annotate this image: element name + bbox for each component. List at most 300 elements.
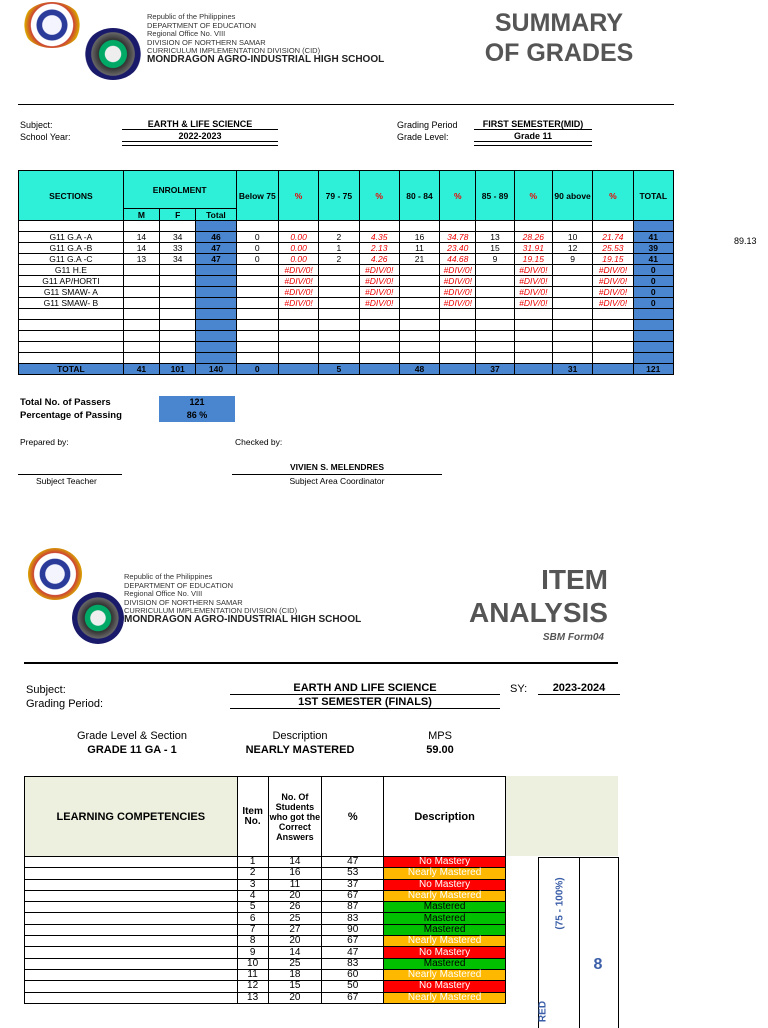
cell-below75 xyxy=(236,320,278,331)
cell-f: 34 xyxy=(160,254,196,265)
cell-m xyxy=(123,320,159,331)
header-rule xyxy=(18,104,674,105)
cell-pct-80-84 xyxy=(440,331,476,342)
school-seal-icon xyxy=(72,592,124,644)
cell-f xyxy=(160,287,196,298)
item-row xyxy=(25,857,506,868)
blank-row xyxy=(19,320,674,331)
ia-period-value: 1ST SEMESTER (FINALS) xyxy=(230,696,500,709)
count-box xyxy=(578,857,619,1028)
section-row xyxy=(19,254,674,265)
cell-competency xyxy=(25,857,238,868)
cell-pct-90-above xyxy=(593,342,633,353)
cell-pct-85-89: #DIV/0! xyxy=(514,287,552,298)
cell-total: 121 xyxy=(633,364,673,375)
cell-c85-89 xyxy=(476,353,514,364)
cell-below75: 0 xyxy=(236,254,278,265)
cell-item-no: 7 xyxy=(237,924,268,935)
cell-total: 41 xyxy=(633,232,673,243)
cell-c79-75: 5 xyxy=(319,364,359,375)
cell-pct-79-75: #DIV/0! xyxy=(359,287,399,298)
cell-below75: 0 xyxy=(236,243,278,254)
grade-underline xyxy=(474,145,592,146)
grade-section-value: GRADE 11 GA - 1 xyxy=(87,744,177,756)
cell-description: Mastered xyxy=(384,913,506,924)
cell-pct-90-above xyxy=(593,353,633,364)
cell-f xyxy=(160,331,196,342)
cell-c90-above: 12 xyxy=(552,243,592,254)
cell-below75 xyxy=(236,265,278,276)
cell-pct-85-89 xyxy=(514,309,552,320)
cell-competency xyxy=(25,890,238,901)
cell-description: Mastered xyxy=(384,902,506,913)
cell-f: 33 xyxy=(160,243,196,254)
cell-c79-75 xyxy=(319,298,359,309)
cell-pct-90-above: #DIV/0! xyxy=(593,287,633,298)
cell-section: G11 SMAW- B xyxy=(19,298,124,309)
cell-c85-89 xyxy=(476,287,514,298)
cell-pct-85-89 xyxy=(514,331,552,342)
ia-subject-label: Subject: xyxy=(26,684,66,696)
cell-pct-below75 xyxy=(278,221,318,232)
cell-m: 14 xyxy=(123,232,159,243)
cell-competency xyxy=(25,958,238,969)
cell-c85-89 xyxy=(476,331,514,342)
cell-below75 xyxy=(236,276,278,287)
cell-pct: 83 xyxy=(322,958,384,969)
cell-section: G11 G.A -C xyxy=(19,254,124,265)
cell-section xyxy=(19,353,124,364)
cell-pct-85-89 xyxy=(514,342,552,353)
cell-pct-85-89: #DIV/0! xyxy=(514,298,552,309)
cell-c85-89: 13 xyxy=(476,232,514,243)
cell-competency xyxy=(25,936,238,947)
cell-pct-below75 xyxy=(278,353,318,364)
cell-c79-75 xyxy=(319,276,359,287)
cell-pct-90-above: 25.53 xyxy=(593,243,633,254)
cell-correct: 20 xyxy=(268,936,322,947)
cell-c90-above xyxy=(552,331,592,342)
cell-pct-below75 xyxy=(278,331,318,342)
cell-c79-75 xyxy=(319,309,359,320)
side-label: RED xyxy=(537,1000,549,1023)
cell-m xyxy=(123,298,159,309)
cell-pct-85-89: #DIV/0! xyxy=(514,265,552,276)
blank-row xyxy=(19,221,674,232)
cell-correct: 14 xyxy=(268,857,322,868)
cell-c90-above xyxy=(552,342,592,353)
cell-pct-90-above xyxy=(593,364,633,375)
cell-c79-75: 1 xyxy=(319,243,359,254)
cell-pct: 37 xyxy=(322,879,384,890)
cell-pct-90-above: 21.74 xyxy=(593,232,633,243)
cell-description: Nearly Mastered xyxy=(384,936,506,947)
cell-pct-85-89 xyxy=(514,353,552,364)
teacher-line xyxy=(18,474,122,475)
cell-correct: 27 xyxy=(268,924,322,935)
range-label: (75 - 100%) xyxy=(554,877,566,930)
col-pct-5: % xyxy=(593,171,633,221)
cell-description: Nearly Mastered xyxy=(384,890,506,901)
col-pct-2: % xyxy=(359,171,399,221)
cell-correct: 14 xyxy=(268,947,322,958)
cell-f xyxy=(160,320,196,331)
prepared-label: Prepared by: xyxy=(20,437,69,447)
col-description: Description xyxy=(384,777,506,857)
grading-period-value: FIRST SEMESTER(MID) xyxy=(474,119,592,130)
cell-total-enrol xyxy=(196,320,236,331)
cell-pct-below75 xyxy=(278,364,318,375)
cell-pct-79-75 xyxy=(359,342,399,353)
cell-correct: 26 xyxy=(268,902,322,913)
cell-m xyxy=(123,342,159,353)
cell-c85-89 xyxy=(476,298,514,309)
cell-c90-above xyxy=(552,298,592,309)
grade-level-label: Grade Level: xyxy=(397,132,449,142)
cell-pct: 90 xyxy=(322,924,384,935)
item-row xyxy=(25,890,506,901)
cell-section xyxy=(19,331,124,342)
cell-f: 34 xyxy=(160,232,196,243)
coordinator-label: Subject Area Coordinator xyxy=(289,476,385,486)
cell-description: Mastered xyxy=(384,924,506,935)
cell-section: G11 H.E xyxy=(19,265,124,276)
cell-total-enrol xyxy=(196,265,236,276)
cell-m xyxy=(123,287,159,298)
header-fill-right xyxy=(506,776,618,856)
cell-correct: 11 xyxy=(268,879,322,890)
cell-section: TOTAL xyxy=(19,364,124,375)
col-pct-1: % xyxy=(278,171,318,221)
passing-value: 86 % xyxy=(159,409,235,422)
cell-c80-84 xyxy=(399,265,439,276)
cell-c80-84: 21 xyxy=(399,254,439,265)
col-pct-4: % xyxy=(514,171,552,221)
cell-competency xyxy=(25,924,238,935)
item-row xyxy=(25,936,506,947)
ia-sy-value: 2023-2024 xyxy=(538,682,620,695)
cell-pct: 83 xyxy=(322,913,384,924)
col-f: F xyxy=(160,209,196,221)
coordinator-line xyxy=(232,474,442,475)
cell-pct-80-84: 23.40 xyxy=(440,243,476,254)
cell-c85-89 xyxy=(476,265,514,276)
cell-correct: 15 xyxy=(268,981,322,992)
blank-row xyxy=(19,309,674,320)
cell-description: Nearly Mastered xyxy=(384,868,506,879)
cell-f: 101 xyxy=(160,364,196,375)
cell-c80-84 xyxy=(399,353,439,364)
cell-total xyxy=(633,353,673,364)
cell-f xyxy=(160,265,196,276)
cell-item-no: 1 xyxy=(237,857,268,868)
col-79-75: 79 - 75 xyxy=(319,171,359,221)
section-row xyxy=(19,265,674,276)
cell-item-no: 4 xyxy=(237,890,268,901)
cell-f xyxy=(160,276,196,287)
cell-description: Nearly Mastered xyxy=(384,969,506,980)
col-85-89: 85 - 89 xyxy=(476,171,514,221)
cell-below75: 0 xyxy=(236,232,278,243)
cell-c90-above xyxy=(552,320,592,331)
cell-pct-79-75: 2.13 xyxy=(359,243,399,254)
cell-correct: 25 xyxy=(268,958,322,969)
cell-total-enrol: 46 xyxy=(196,232,236,243)
cell-f xyxy=(160,342,196,353)
cell-c90-above xyxy=(552,265,592,276)
item-row xyxy=(25,913,506,924)
cell-pct-80-84 xyxy=(440,309,476,320)
cell-item-no: 9 xyxy=(237,947,268,958)
cell-c80-84 xyxy=(399,331,439,342)
col-competencies: LEARNING COMPETENCIES xyxy=(25,777,238,857)
cell-pct-85-89 xyxy=(514,221,552,232)
cell-section: G11 G.A -B xyxy=(19,243,124,254)
grade-level-value: Grade 11 xyxy=(474,131,592,142)
cell-c80-84 xyxy=(399,221,439,232)
cell-pct-79-75 xyxy=(359,221,399,232)
cell-c80-84 xyxy=(399,309,439,320)
ia-subject-value: EARTH AND LIFE SCIENCE xyxy=(230,682,500,695)
item-analysis-table xyxy=(24,776,506,1004)
cell-pct-90-above xyxy=(593,320,633,331)
cell-total: 0 xyxy=(633,287,673,298)
coordinator-name: VIVIEN S. MELENDRES xyxy=(290,462,384,472)
cell-section: G11 SMAW- A xyxy=(19,287,124,298)
cell-total: 0 xyxy=(633,276,673,287)
section-row xyxy=(19,243,674,254)
section-row xyxy=(19,287,674,298)
header-rule-2 xyxy=(24,662,618,664)
cell-pct-90-above: #DIV/0! xyxy=(593,298,633,309)
cell-total-enrol xyxy=(196,276,236,287)
cell-below75 xyxy=(236,287,278,298)
cell-pct: 50 xyxy=(322,981,384,992)
cell-item-no: 6 xyxy=(237,913,268,924)
cell-m xyxy=(123,331,159,342)
cell-c90-above xyxy=(552,276,592,287)
cell-competency xyxy=(25,969,238,980)
grades-table xyxy=(18,170,674,375)
col-80-84: 80 - 84 xyxy=(399,171,439,221)
cell-below75 xyxy=(236,221,278,232)
col-students: No. Of Students who got the Correct Answers xyxy=(268,777,322,857)
cell-pct: 87 xyxy=(322,902,384,913)
item-row xyxy=(25,902,506,913)
item-row xyxy=(25,981,506,992)
cell-c80-84: 16 xyxy=(399,232,439,243)
deped-seal-icon xyxy=(28,548,82,600)
cell-section xyxy=(19,309,124,320)
subject-label: Subject: xyxy=(20,120,53,130)
cell-pct-79-75 xyxy=(359,353,399,364)
cell-below75 xyxy=(236,331,278,342)
cell-competency xyxy=(25,913,238,924)
cell-pct-90-above: 19.15 xyxy=(593,254,633,265)
cell-competency xyxy=(25,868,238,879)
cell-c90-above: 31 xyxy=(552,364,592,375)
item-row xyxy=(25,958,506,969)
cell-total-enrol xyxy=(196,221,236,232)
cell-pct-below75 xyxy=(278,309,318,320)
blank-row xyxy=(19,331,674,342)
cell-item-no: 12 xyxy=(237,981,268,992)
cell-c79-75 xyxy=(319,331,359,342)
cell-total xyxy=(633,342,673,353)
cell-c79-75 xyxy=(319,287,359,298)
col-m: M xyxy=(123,209,159,221)
cell-f xyxy=(160,353,196,364)
cell-m xyxy=(123,276,159,287)
cell-pct-85-89: #DIV/0! xyxy=(514,276,552,287)
cell-c85-89 xyxy=(476,221,514,232)
cell-pct-below75: 0.00 xyxy=(278,254,318,265)
office-header: Republic of the Philippines DEPARTMENT OF EDUCATION Regional Office No. VIII DIVISION OF NORTHERN SAMAR CURRICULUM IMPLEMENTATION DIVISION (CID) MONDRAGON AGRO-INDUSTRIAL HIGH SCHOOL xyxy=(124,572,362,625)
cell-pct-80-84 xyxy=(440,320,476,331)
cell-pct-below75: 0.00 xyxy=(278,243,318,254)
cell-pct: 53 xyxy=(322,868,384,879)
mps-label: MPS xyxy=(428,730,452,742)
cell-correct: 20 xyxy=(268,992,322,1003)
cell-pct: 47 xyxy=(322,947,384,958)
cell-pct-85-89: 19.15 xyxy=(514,254,552,265)
cell-pct-85-89 xyxy=(514,320,552,331)
cell-pct-79-75 xyxy=(359,320,399,331)
description-label: Description xyxy=(272,730,328,742)
cell-item-no: 8 xyxy=(237,936,268,947)
school-seal-icon xyxy=(84,28,142,80)
cell-description: No Mastery xyxy=(384,857,506,868)
cell-c85-89 xyxy=(476,342,514,353)
cell-f xyxy=(160,298,196,309)
school-year-label: School Year: xyxy=(20,132,71,142)
cell-below75 xyxy=(236,342,278,353)
cell-pct-80-84: #DIV/0! xyxy=(440,287,476,298)
cell-description: Nearly Mastered xyxy=(384,992,506,1003)
cell-pct-80-84 xyxy=(440,342,476,353)
cell-c90-above xyxy=(552,287,592,298)
cell-c85-89 xyxy=(476,309,514,320)
cell-c85-89: 37 xyxy=(476,364,514,375)
cell-c85-89 xyxy=(476,276,514,287)
cell-pct-90-above xyxy=(593,331,633,342)
cell-pct-79-75: #DIV/0! xyxy=(359,265,399,276)
cell-pct-79-75: #DIV/0! xyxy=(359,276,399,287)
cell-m: 13 xyxy=(123,254,159,265)
form-label: SBM Form04 xyxy=(542,632,604,643)
cell-c79-75 xyxy=(319,221,359,232)
cell-pct: 67 xyxy=(322,992,384,1003)
cell-c79-75 xyxy=(319,353,359,364)
cell-pct-below75 xyxy=(278,342,318,353)
cell-pct-85-89 xyxy=(514,364,552,375)
cell-total: 0 xyxy=(633,265,673,276)
cell-section xyxy=(19,342,124,353)
cell-total xyxy=(633,221,673,232)
deped-seal-icon xyxy=(22,2,82,48)
cell-pct-80-84 xyxy=(440,221,476,232)
cell-c79-75 xyxy=(319,342,359,353)
cell-pct-85-89: 28.26 xyxy=(514,232,552,243)
passing-label: Percentage of Passing xyxy=(20,410,122,421)
cell-c85-89 xyxy=(476,320,514,331)
cell-c80-84 xyxy=(399,287,439,298)
cell-pct-80-84: #DIV/0! xyxy=(440,298,476,309)
cell-pct-below75: #DIV/0! xyxy=(278,265,318,276)
cell-item-no: 2 xyxy=(237,868,268,879)
cell-c90-above xyxy=(552,309,592,320)
cell-total-enrol xyxy=(196,331,236,342)
cell-c79-75: 2 xyxy=(319,232,359,243)
cell-section: G11 AP/HORTI xyxy=(19,276,124,287)
school-year-value: 2022-2023 xyxy=(122,131,278,142)
cell-pct-90-above: #DIV/0! xyxy=(593,265,633,276)
cell-description: Mastered xyxy=(384,958,506,969)
cell-f xyxy=(160,221,196,232)
cell-total xyxy=(633,309,673,320)
col-below75: Below 75 xyxy=(236,171,278,221)
blank-row xyxy=(19,342,674,353)
cell-below75 xyxy=(236,309,278,320)
cell-total-enrol: 47 xyxy=(196,254,236,265)
grading-period-label: Grading Period xyxy=(397,120,458,130)
sy-underline xyxy=(122,145,278,146)
cell-total xyxy=(633,320,673,331)
cell-competency xyxy=(25,981,238,992)
cell-m: 14 xyxy=(123,243,159,254)
cell-pct-80-84: 34.78 xyxy=(440,232,476,243)
cell-item-no: 13 xyxy=(237,992,268,1003)
cell-pct-79-75 xyxy=(359,364,399,375)
cell-total xyxy=(633,331,673,342)
cell-total-enrol xyxy=(196,353,236,364)
ia-sy-label: SY: xyxy=(510,683,528,695)
cell-section xyxy=(19,221,124,232)
cell-pct-79-75 xyxy=(359,309,399,320)
description-value: NEARLY MASTERED xyxy=(245,744,355,756)
cell-total-enrol: 47 xyxy=(196,243,236,254)
col-90-above: 90 above xyxy=(552,171,592,221)
cell-m xyxy=(123,265,159,276)
col-sections: SECTIONS xyxy=(19,171,124,221)
cell-description: No Mastery xyxy=(384,879,506,890)
cell-pct-79-75 xyxy=(359,331,399,342)
summary-title: SUMMARY OF GRADES xyxy=(484,9,634,67)
cell-pct-below75: #DIV/0! xyxy=(278,287,318,298)
cell-pct-79-75: #DIV/0! xyxy=(359,298,399,309)
cell-c80-84 xyxy=(399,320,439,331)
checked-label: Checked by: xyxy=(235,437,283,447)
cell-pct: 67 xyxy=(322,936,384,947)
cell-c90-above: 9 xyxy=(552,254,592,265)
cell-pct-80-84: #DIV/0! xyxy=(440,265,476,276)
cell-pct-below75: 0.00 xyxy=(278,232,318,243)
section-row xyxy=(19,298,674,309)
cell-pct-below75: #DIV/0! xyxy=(278,276,318,287)
cell-total-enrol xyxy=(196,342,236,353)
item-analysis-title: ITEM ANALYSIS xyxy=(468,564,608,628)
col-total: TOTAL xyxy=(633,171,673,221)
cell-below75: 0 xyxy=(236,364,278,375)
cell-c80-84: 11 xyxy=(399,243,439,254)
cell-item-no: 5 xyxy=(237,902,268,913)
cell-total-enrol xyxy=(196,309,236,320)
cell-competency xyxy=(25,947,238,958)
subject-value: EARTH & LIFE SCIENCE xyxy=(122,119,278,130)
cell-c80-84 xyxy=(399,298,439,309)
cell-total: 39 xyxy=(633,243,673,254)
cell-pct-79-75: 4.35 xyxy=(359,232,399,243)
